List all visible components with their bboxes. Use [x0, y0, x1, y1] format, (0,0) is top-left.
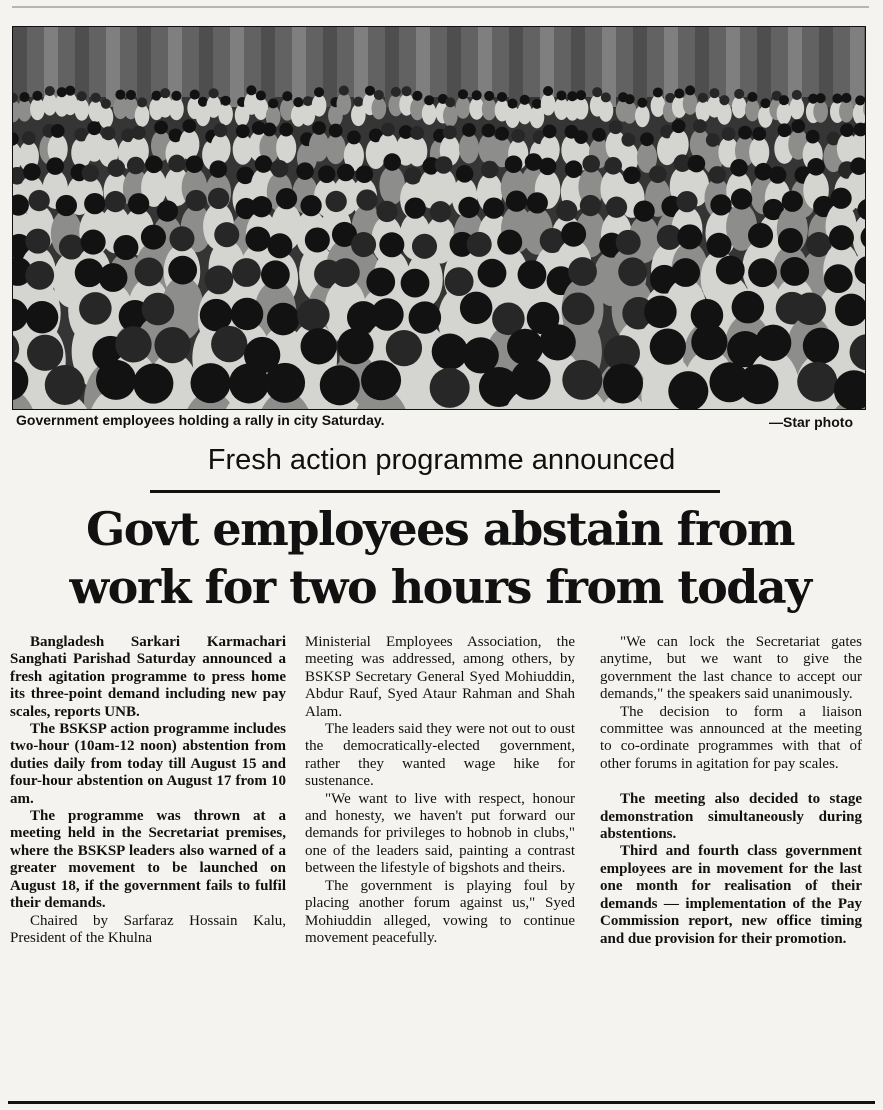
article-paragraph: The BSKSP action programme includes two-hour (10am-12 noon) abstention from duties daily from today till August 15 and four-hour abstention on August 17 from 10 am. [10, 721, 286, 807]
article-column-3 [600, 634, 862, 948]
crowd-image [13, 27, 865, 409]
kicker-rule [150, 490, 720, 493]
kicker-headline: Fresh action programme announced [207, 444, 676, 476]
article-paragraph: The leaders said they were not out to oust the democratically-elected government, rather they wanted wage hike for sustenance. [305, 721, 575, 790]
main-headline [12, 500, 868, 616]
photo-caption: Government employees holding a rally in city Saturday. [16, 412, 385, 428]
top-rule [12, 6, 869, 8]
rally-photo [12, 26, 866, 410]
photo-credit: —Star photo [769, 414, 853, 430]
article-paragraph: The meeting also decided to stage demonstration simultaneously during abstentions. [600, 791, 862, 843]
article-paragraph: "We want to live with respect, honour and honesty, we haven't put forward our demands for privileges to hobnob in clubs," one of the leaders said, painting a contrast between the lifestyle of bigshots and theirs. [305, 790, 575, 877]
article-paragraph: Bangladesh Sarkari Karmachari Sanghati Parishad Saturday announced a fresh agitation programme to press home its three-point demand including new pay scales, reports UNB. [10, 634, 286, 720]
article-column-2 [305, 634, 575, 947]
article-paragraph: Chaired by Sarfaraz Hossain Kalu, President of the Khulna [10, 912, 286, 946]
article-paragraph: The decision to form a liaison committee was announced at the meeting to co-ordinate programmes with that of other forums in agitation for pay scales. [600, 703, 862, 772]
column-gap [600, 773, 862, 791]
article-paragraph: Third and fourth class government employees are in movement for the last one month for realisation of their demands — implementation of the Pay Commission report, new office timing and due provision for their promotion. [600, 843, 862, 947]
photo-caption-row [16, 410, 853, 432]
article-paragraph: The government is playing foul by placing another forum against us," Syed Mohiuddin alleged, vowing to continue movement peacefully. [305, 877, 575, 946]
headline-line-2: work for two hours from today [69, 560, 811, 614]
article-paragraph: Ministerial Employees Association, the meeting was addressed, among others, by BSKSP Secretary General Syed Mohiuddin, Abdur Rauf, Syed Ataur Rahman and Shah Alam. [305, 634, 575, 720]
article-column-1 [10, 634, 286, 947]
headline-line-1: Govt employees abstain from [85, 502, 795, 556]
article-paragraph: The programme was thrown at a meeting held in the Secretariat premises, where the BSKSP leaders also warned of a greater movement to be launched on August 18, if the government fails to fulfil their demands. [10, 808, 286, 912]
bottom-rule [8, 1101, 875, 1104]
article-paragraph: "We can lock the Secretariat gates anytime, but we want to give the government the last chance to accept our demands," the speakers said unanimously. [600, 634, 862, 703]
